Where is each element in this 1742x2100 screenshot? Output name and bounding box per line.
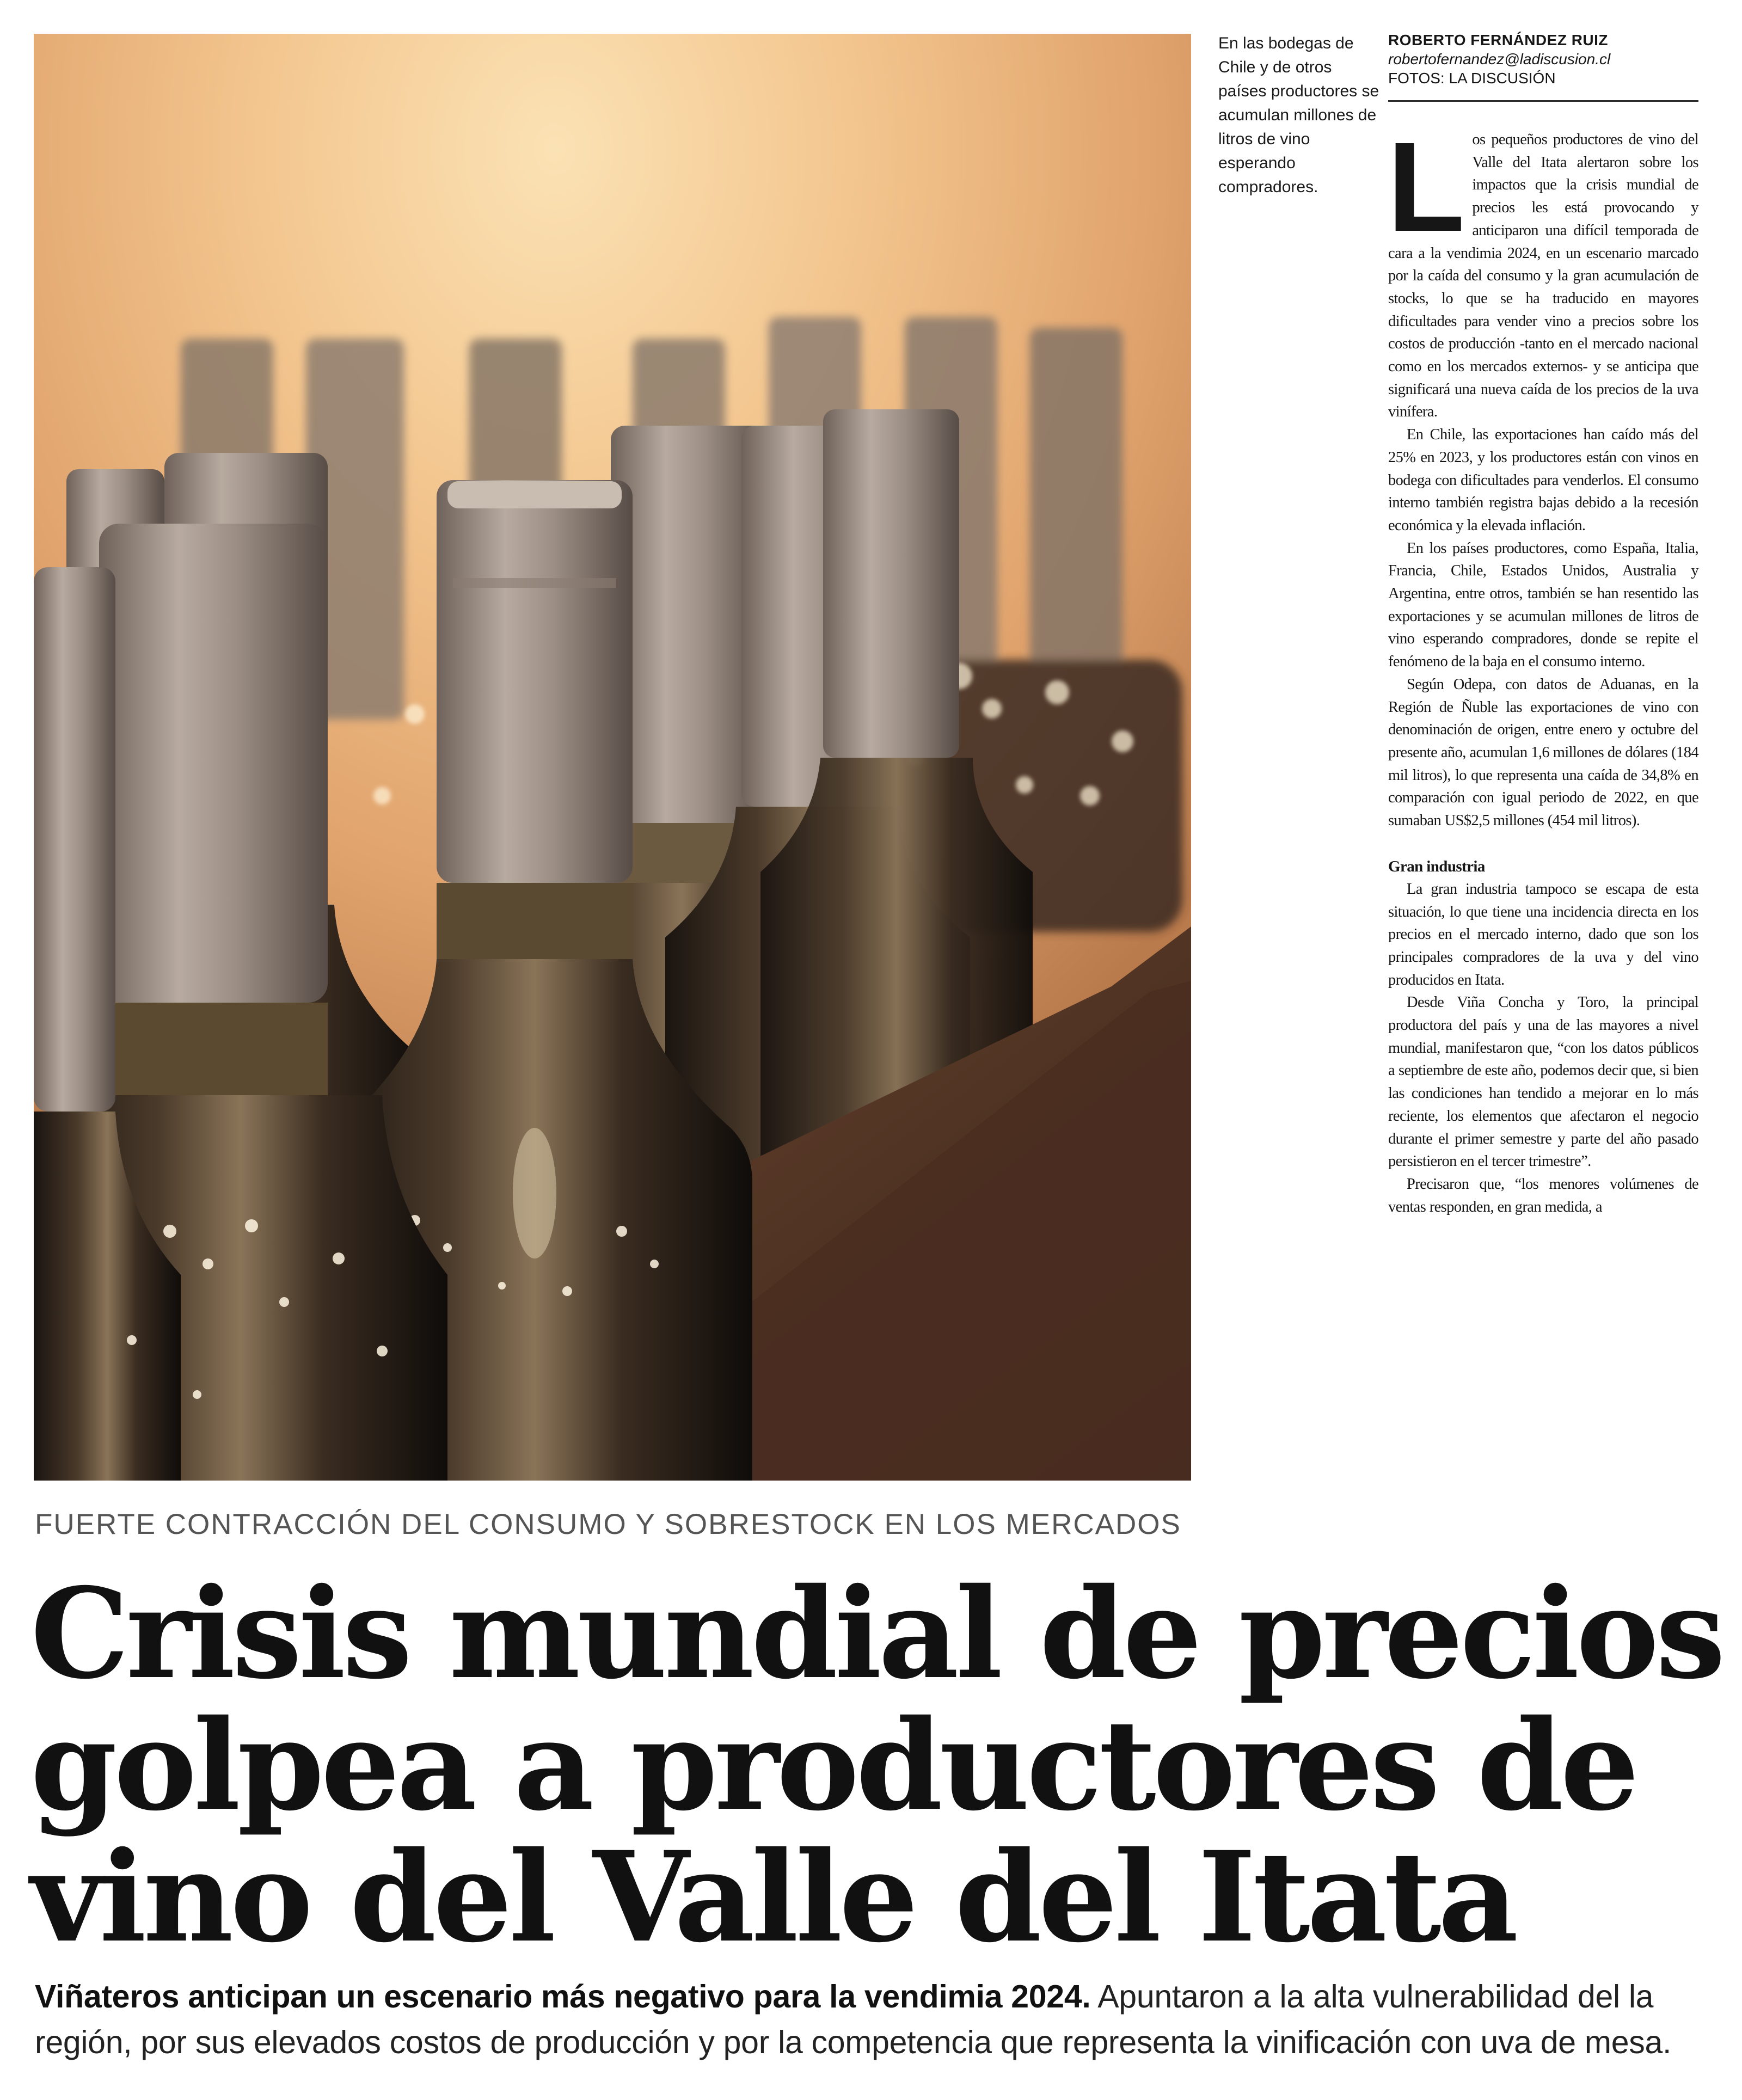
author-email[interactable]: robertofernandez@ladiscusion.cl (1388, 51, 1611, 67)
headline (30, 1561, 1722, 1970)
dek (35, 1974, 1712, 2065)
dek-lead: Viñateros anticipan un escenario más negativo para la vendimia 2024. (35, 1979, 1091, 2015)
dek-text: Apuntaron a la alta vulnerabilidad del la región, por sus elevados costos de producción y por la competencia que representa la vinificación con uva de mesa. (35, 1979, 1672, 2060)
photo-caption: En las bodegas de Chile y de otros países productores se acumulan millones de litros de vino esperando compradores. (1218, 34, 1379, 196)
kicker: FUERTE CONTRACCIÓN DEL CONSUMO Y SOBRESTOCK EN LOS MERCADOS (35, 1508, 1181, 1540)
article-paragraph: En Chile, las exportaciones han caído más del 25% en 2023, y los productores están con vinos en bodega con dificultades para venderlos. El consumo interno también registra bajas debido a la recesión económica y la elevada inflación. (1388, 426, 1698, 534)
wine-bottles-photo (34, 34, 1191, 1481)
author-name: ROBERTO FERNÁNDEZ RUIZ (1388, 32, 1609, 48)
article-paragraph: Según Odepa, con datos de Aduanas, en la Región de Ñuble las exportaciones de vino con denominación de origen, entre enero y octubre del presente año, acumulan 1,6 millones de dólares (184 mil litros), lo que representa una caída de 34,8% en comparación con igual periodo de 2022, en que sumaban US$2,5 millones (454 mil litros). (1388, 676, 1698, 830)
headline-line: golpea a productores de (30, 1692, 1636, 1838)
article-body (1387, 115, 1698, 1218)
headline-line: Crisis mundial de precios (30, 1561, 1722, 1706)
drop-cap: L (1387, 115, 1465, 258)
byline (1388, 30, 1698, 88)
article-paragraph: Desde Viña Concha y Toro, la principal productora del país y una de las mayores a nivel mundial, manifestaron que, “con los datos públicos a septiembre de este año, podemos decir que, si bien las condiciones han tendido a mejorar en lo más reciente, los elementos que afectaron el negocio durante el primer semestre y parte del año pasado persistieron en el tercer trimestre”. (1388, 994, 1698, 1170)
article-paragraph: Precisaron que, “los menores volúmenes de ventas responden, en gran medida, a (1388, 1175, 1698, 1215)
article-subhead: Gran industria (1388, 857, 1485, 875)
article-paragraph: Los pequeños productores de vino del Valle del Itata alertaron sobre los impactos que la crisis mundial de precios les está provocando y anticiparon una difícil temporada de cara a la vendimia 2024, en un escenario marcado por la caída del consumo y la gran acumulación de stocks, lo que se ha traducido en mayores dificultades para vender vino a precios sobre los costos de producción -tanto en el mercado nacional como en los mercados externos- y se anticipa que significará una nueva caída de los precios de la uva vinífera. (1387, 115, 1698, 421)
byline-divider (1388, 100, 1698, 102)
article-paragraph: La gran industria tampoco se escapa de esta situación, lo que tiene una incidencia directa en los precios en el mercado interno, dado que son los principales compradores de la uva y del vino producidos en Itata. (1388, 880, 1698, 988)
article-paragraph: En los países productores, como España, Italia, Francia, Chile, Estados Unidos, Australia y Argentina, entre otros, también se han resentido las exportaciones y se acumulan millones de litros de vino esperando compradores, donde se repite el fenómeno de la baja en el consumo interno. (1388, 539, 1698, 671)
headline-line: vino del Valle del Itata (30, 1824, 1516, 1970)
photo-credit: FOTOS: LA DISCUSIÓN (1388, 70, 1556, 87)
